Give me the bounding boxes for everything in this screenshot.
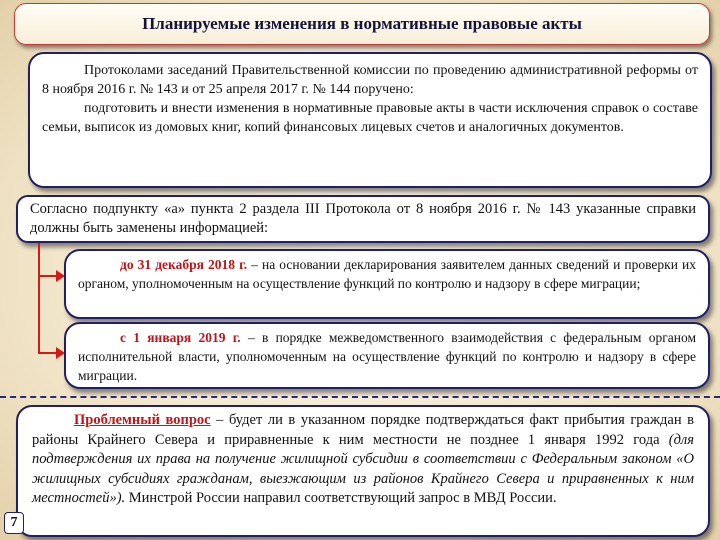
deadline-text: – в порядке межведомственного взаимодействия с федеральным органом исполнительной власти, уполномоченным на осуществление функций по контролю и надзору в сфере миграции. <box>78 330 696 383</box>
deadline-item <box>78 328 696 385</box>
deadline-item <box>78 255 696 293</box>
problem-paragraph <box>32 411 694 509</box>
page-title: Планируемые изменения в нормативные правовые акты <box>142 14 582 33</box>
deadline-box-1 <box>64 249 710 319</box>
deadline-date: до 31 декабря 2018 г. <box>120 257 248 272</box>
subpoint-box <box>16 195 710 243</box>
deadline-box-2 <box>64 322 710 389</box>
problem-italic-note: (для подтверждения их права на получение жилищной субсидии в соответствии с Федеральным законом «О жилищных субсидиях гражданам, выезжающим из районов Крайнего Севера и приравненных к ним местностей»). <box>32 431 694 506</box>
protocol-box <box>28 52 712 188</box>
connector-branch-1 <box>38 275 58 277</box>
instruction-paragraph: подготовить и внести изменения в нормативные правовые акты в части исключения справок о составе семьи, выписок из домовых книг, копий финансовых лицевых счетов и аналогичных документов. <box>42 101 698 135</box>
page-number: 7 <box>4 512 24 534</box>
subpoint-text: Согласно подпункту «а» пункта 2 раздела III Протокола от 8 ноября 2016 г. № 143 указанные справки должны быть заменены информацией: <box>30 201 696 236</box>
deadline-text: – на основании декларирования заявителем данных сведений и проверки их органом, уполномоченным на осуществление функций по контролю и надзору в сфере миграции; <box>78 257 696 291</box>
problem-conclusion: Минстрой России направил соответствующий запрос в МВД России. <box>125 490 557 506</box>
problem-label: Проблемный вопрос <box>74 412 211 428</box>
section-divider <box>0 396 720 398</box>
deadline-date: с 1 января 2019 г. <box>120 330 241 345</box>
page-title-frame <box>14 3 710 45</box>
problem-box <box>16 405 710 537</box>
connector-branch-2 <box>38 352 58 354</box>
problem-text: – будет ли в указанном порядке подтверждаться факт прибытия граждан в районы Крайнего Севера и приравненные к ним местности не позднее 1 января 1992 года <box>32 412 694 448</box>
connector-vertical-line <box>38 243 40 353</box>
protocol-paragraph: Протоколами заседаний Правительственной комиссии по проведению административной реформы от 8 ноября 2016 г. № 143 и от 25 апреля 2017 г. № 144 поручено: <box>42 63 698 97</box>
